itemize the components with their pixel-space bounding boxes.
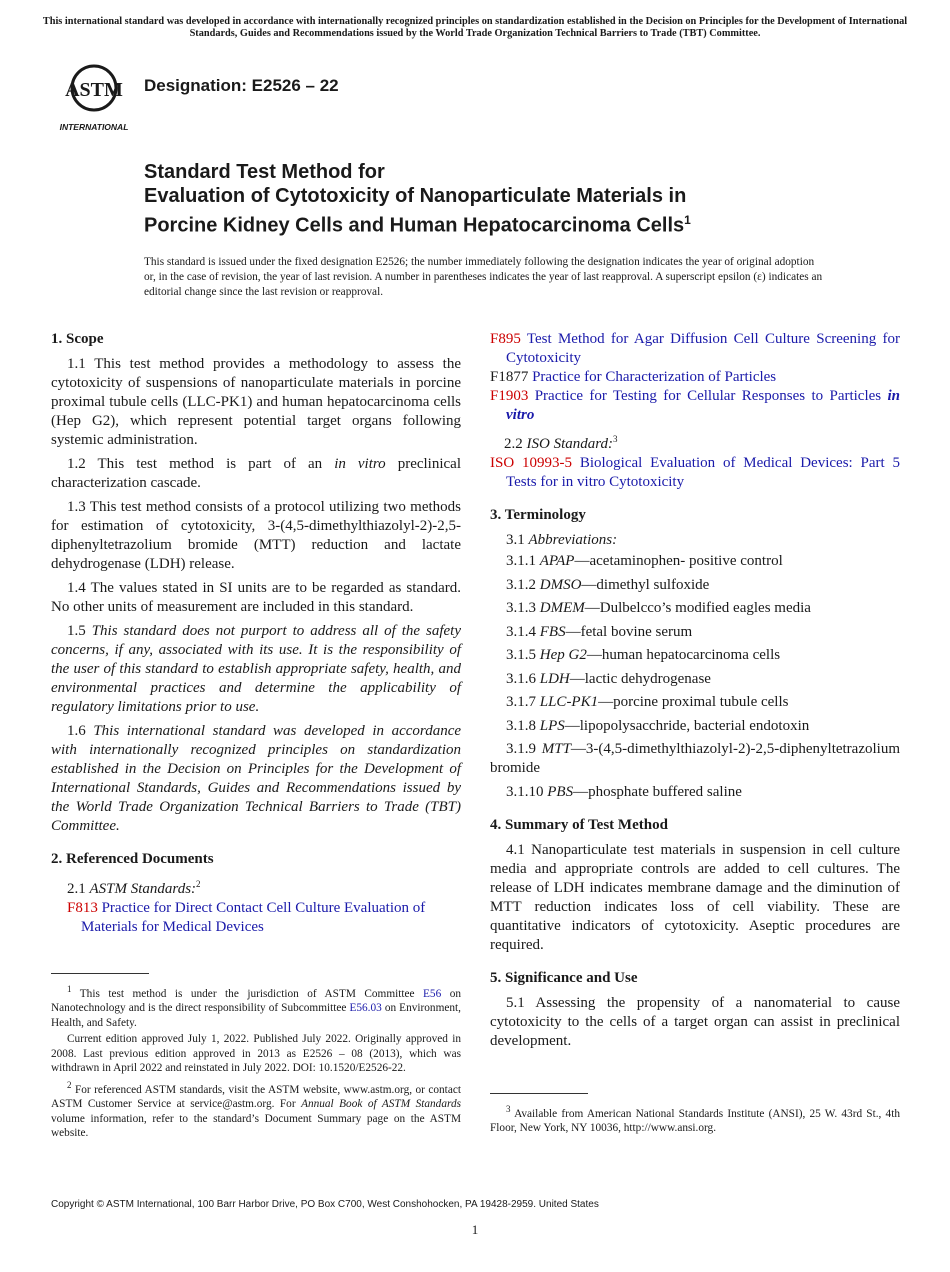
significance-5-1: 5.1 Assessing the propensity of a nanomaterial to cause cytotoxicity to the cells of a target organ can assist in preclinical development. [490,994,900,1049]
ref-f1877-link[interactable]: Practice for Characterization of Particles [532,369,777,385]
scope-1-1: 1.1 This test method provides a methodology to assess the cytotoxicity of suspensions of nanoparticulate materials in porcine proximal tubule cells (LLC-PK1) and human hepatocarcinoma cells (Hep G2), which represent potential target organs following systemic administration. [51,356,461,448]
footnotes-right [490,1102,900,1136]
footnote-1-edition: Current edition approved July 1, 2022. Published July 2022. Originally approved in 2008. Last previous edition approved in 2013 as E2526 – 08 (2013), which was withdrawn in April 2022 and reinstated in July 2022. DOI: 10.1520/E2526-22. [51,1033,461,1075]
abbreviation-item: 3.1.9 MTT—3-(4,5-dimethylthiazolyl-2)-2,5-diphenyltetrazolium bromide [490,741,900,776]
abbreviation-item: 3.1.5 Hep G2—human hepatocarcinoma cells [506,647,781,663]
scope-1-3: 1.3 This test method consists of a protocol utilizing two methods for estimation of cytotoxicity, 3-(4,5-dimethylthiazolyl-2)-2,5-diphenyltetrazolium bromide (MTT) reduction and lactate dehydrogenase (LDH) release. [51,499,461,572]
title-line-1: Standard Test Method for [144,161,385,183]
ref-iso-code[interactable]: ISO 10993-5 [490,455,572,471]
summary-4-1: 4.1 Nanoparticulate test materials in suspension in cell culture media and appropriate controls are added to cell cultures. The release of LDH indicates membrane damage and the diminution of MTT reduction indicates loss of cell viability. These are quantitative indicators of cytotoxicity. Aseptic procedures are required. [490,841,900,953]
page-number: 1 [471,1222,479,1237]
designation: Designation: E2526 – 22 [144,76,339,95]
right-column [490,330,900,1137]
footnote-2: $^2$ For referenced ASTM standards, visit the ASTM website, www.astm.org, or contact ASTM Customer Service at service@astm.org. For Annual Book of ASTM Standards volume information, refer to the standard’s Document Summary page on the ASTM website. [51,1079,461,1140]
logo-wordmark: INTERNATIONAL [59,122,129,132]
tbt-notice: This international standard was developed in accordance with internationally recognized principles on standardization established in the Decision on Principles for the Development of International Standards, Guides and Recommendations issued by the World Trade Organization Technical Barriers to Trade (TBT) Committee. [42,16,908,39]
refdocs-2-2: 2.2 ISO Standard:$^3$ [504,434,618,452]
left-column [51,330,461,1143]
abbreviation-item: 3.1.10 PBS—phosphate buffered saline [506,783,742,800]
astm-logo [53,58,135,134]
scope-1-6: 1.6 This international standard was developed in accordance with internationally recognized principles on standardization established in the Decision on Principles for the Development of International Standards, Guides and Recommendations issued by the World Trade Organization Technical Barriers to Trade (TBT) Committee. [51,723,462,834]
terminology-3-1: 3.1 Abbreviations: [506,532,618,548]
ref-f1903-code[interactable]: F1903 [490,388,529,404]
document-title [144,160,884,238]
ref-iso-link[interactable]: Biological Evaluation of Medical Devices: Part 5 Tests for in vitro Cytotoxicity [506,455,901,490]
abbreviation-item: 3.1.8 LPS—lipopolysacchride, bacterial endotoxin [506,717,810,734]
copyright: Copyright © ASTM International, 100 Barr Harbor Drive, PO Box C700, West Conshohocken, PA 19428-2959. United States [51,1199,599,1210]
ref-f895-code[interactable]: F895 [490,331,521,347]
ref-f895 [490,330,900,368]
scope-1-5: 1.5 This standard does not purport to address all of the safety concerns, if any, associated with its use. It is the responsibility of the user of this standard to establish appropriate safety, health, and environmental practices and determine the applicability of regulatory limitations prior to use. [51,623,462,715]
summary-heading: 4. Summary of Test Method [490,816,668,833]
e56-03-link[interactable]: E56.03 [349,1002,382,1015]
ref-f1877-code: F1877 [490,369,529,385]
footnote-rule [51,973,149,974]
title-line-2: Evaluation of Cytotoxicity of Nanoparticulate Materials in [144,185,687,207]
footnote-3: $^3$ Available from American National Standards Institute (ANSI), 25 W. 43rd St., 4th Floor, New York, NY 10036, http://www.ansi.org. [490,1103,900,1134]
scope-heading: 1. Scope [51,331,104,347]
ref-f1903-link[interactable]: Practice for Testing for Cellular Responses to Particles in vitro [506,388,900,423]
refdocs-2-1: 2.1 ASTM Standards:$^2$ [67,879,201,897]
footnotes-left [51,982,461,1141]
ref-f813-code[interactable]: F813 [67,900,98,916]
logo-mark: ASTM [65,79,123,101]
significance-heading: 5. Significance and Use [490,969,638,986]
issuance-statement: This standard is issued under the fixed designation E2526; the number immediately following the designation indicates the year of original adoption or, in the case of revision, the year of last revision. A number in parentheses indicates the year of last reapproval. A superscript epsilon (ε) indicates an editorial change since the last revision or reapproval. [144,256,823,298]
abbreviation-item: 3.1.2 DMSO—dimethyl sulfoxide [506,576,710,593]
terminology-heading: 3. Terminology [490,507,586,523]
abbreviation-item: 3.1.1 APAP—acetaminophen- positive control [506,553,783,569]
abbreviation-item: 3.1.6 LDH—lactic dehydrogenase [506,670,711,687]
abbreviation-item: 3.1.4 FBS—fetal bovine serum [506,623,693,640]
ref-f813 [51,899,461,937]
ref-f1877 [490,368,900,387]
title-footnote-mark: 1 [684,213,691,227]
ref-f895-link[interactable]: Test Method for Agar Diffusion Cell Culture Screening for Cytotoxicity [506,331,900,366]
abbreviation-list [490,552,900,802]
scope-1-4: 1.4 The values stated in SI units are to be regarded as standard. No other units of measurement are included in this standard. [51,580,461,615]
abbreviation-item: 3.1.7 LLC-PK1—porcine proximal tubule cells [506,694,789,710]
footnote-rule-right [490,1093,588,1094]
ref-f1903 [490,387,900,425]
scope-1-2: 1.2 This test method is part of an in vitro preclinical characterization cascade. [51,456,461,491]
abbreviation-item: 3.1.3 DMEM—Dulbelcco’s modified eagles media [506,600,811,616]
ref-f813-link[interactable]: Practice for Direct Contact Cell Culture Evaluation of Materials for Medical Devices [81,900,426,935]
ref-iso-10993-5 [490,454,900,492]
e56-link[interactable]: E56 [423,987,442,1000]
title-line-3: Porcine Kidney Cells and Human Hepatocarcinoma Cells [144,214,685,237]
refdocs-heading: 2. Referenced Documents [51,851,214,867]
footnote-1: $^1$ This test method is under the jurisdiction of ASTM Committee E56 on Nanotechnology and is the direct responsibility of Subcommittee E56.03 on Environment, Health, and Safety. [51,984,462,1029]
